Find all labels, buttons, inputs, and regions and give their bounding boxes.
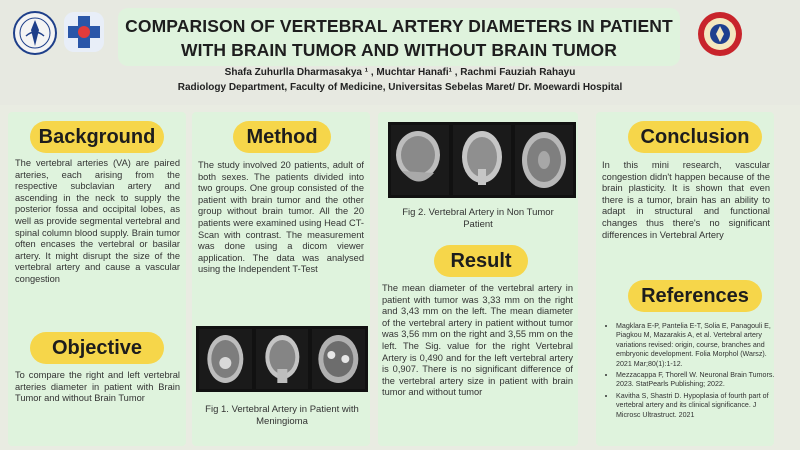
ct-scan-image bbox=[453, 125, 511, 195]
conclusion-text: In this mini research, vascular congestion didn't happen because of the brain plasticity. It is shown that even there is a tumor, brain has an ability to adapt in structural and functional changes thus there's no significant differences in Vertebral Artery bbox=[602, 160, 770, 240]
title-box bbox=[118, 8, 680, 66]
method-text: The study involved 20 patients, adult of both sexes. The patients divided into two groups. One group consisted of the patient with brain tumor and the other group without brain tumor. All the 20 patients were examined using Head CT-Scan with contrast. The measurement was done using a dicom viewer application. The data was analysed using the Independent T-Test bbox=[198, 160, 364, 275]
reference-item: • Mezzacappa F, Thorell W. Neuronal Brain Tumors. 2023. StatPearls Publishing; 2022. bbox=[616, 371, 782, 390]
hospital-logo-icon bbox=[62, 10, 106, 54]
result-heading: Result bbox=[434, 245, 528, 277]
ct-scan-image bbox=[199, 329, 252, 389]
university-logo-icon bbox=[12, 10, 58, 56]
authors: Shafa Zuhurlla Dharmasakya ¹ , Muchtar Hanafi¹ , Rachmi Fauziah Rahayu bbox=[224, 67, 576, 78]
references-list bbox=[606, 322, 782, 422]
figure-1-scans bbox=[196, 326, 368, 392]
figure-2-scans bbox=[388, 122, 576, 198]
background-text: The vertebral arteries (VA) are paired arteries, each arising from the respective subclavian artery and ascending in the neck to supply the posterior fossa and occipital lobes, as well as provide segmental vertebral and spinal column blood supply. Brain tumor often encases the vertebral or basilar artery. It might disrupt the size of the vertebral artery and cause a vascular congestion bbox=[15, 158, 180, 284]
reference-item: • Kavitha S, Shastri D. Hypoplasia of fourth part of vertebral artery and its clinical significance. J Microsc Ultrastruct. 2021 bbox=[616, 392, 782, 420]
reference-item: • Magklara E-P, Panteliа E-T, Solia E, Panagouli E, Piagkou M, Mazarakis A, et al. Vertebral artery variations revised: origin, course, branches and embryonic development. Folia Morphol (Warsz). 2021 Mar;80(1):1-12. bbox=[616, 322, 782, 369]
ct-scan-image bbox=[256, 329, 309, 389]
conclusion-heading: Conclusion bbox=[628, 121, 762, 153]
figure-1-caption: Fig 1. Vertebral Artery in Patient with Meningioma bbox=[205, 404, 359, 427]
faculty-logo-icon bbox=[696, 10, 744, 58]
ct-scan-image bbox=[312, 329, 365, 389]
method-heading: Method bbox=[233, 121, 331, 153]
poster-header bbox=[0, 0, 800, 105]
background-heading: Background bbox=[30, 121, 164, 153]
objective-heading: Objective bbox=[30, 332, 164, 364]
title-line-2: WITH BRAIN TUMOR AND WITHOUT BRAIN TUMOR bbox=[181, 40, 617, 60]
figure-2-caption: Fig 2. Vertebral Artery in Non Tumor Patient bbox=[402, 207, 554, 230]
ct-scan-image bbox=[515, 125, 573, 195]
references-heading: References bbox=[628, 280, 762, 312]
department: Radiology Department, Faculty of Medicine, Universitas Sebelas Maret/ Dr. Moewardi Hospital bbox=[177, 82, 623, 93]
result-text: The mean diameter of the vertebral artery in patient with tumor was 3,33 mm on the right and 3,43 mm on the left. The mean diameter of the vertebral artery in patient without tumor was 3,56 mm on the right and 3,55 mm on the left. The Sig. value for the right Vertebral Artery is 0,490 and for the left vertebral artery is 0,907. There is no significant difference of the vertebral artery size in patient with brain tumor and without tumor bbox=[382, 283, 573, 398]
title-line-1: COMPARISON OF VERTEBRAL ARTERY DIAMETERS IN PATIENT bbox=[125, 16, 673, 36]
ct-scan-image bbox=[391, 125, 449, 195]
objective-text: To compare the right and left vertebral arteries diameter in patient with Brain Tumor and without Brain Tumor bbox=[15, 370, 180, 404]
poster-title bbox=[118, 14, 680, 62]
